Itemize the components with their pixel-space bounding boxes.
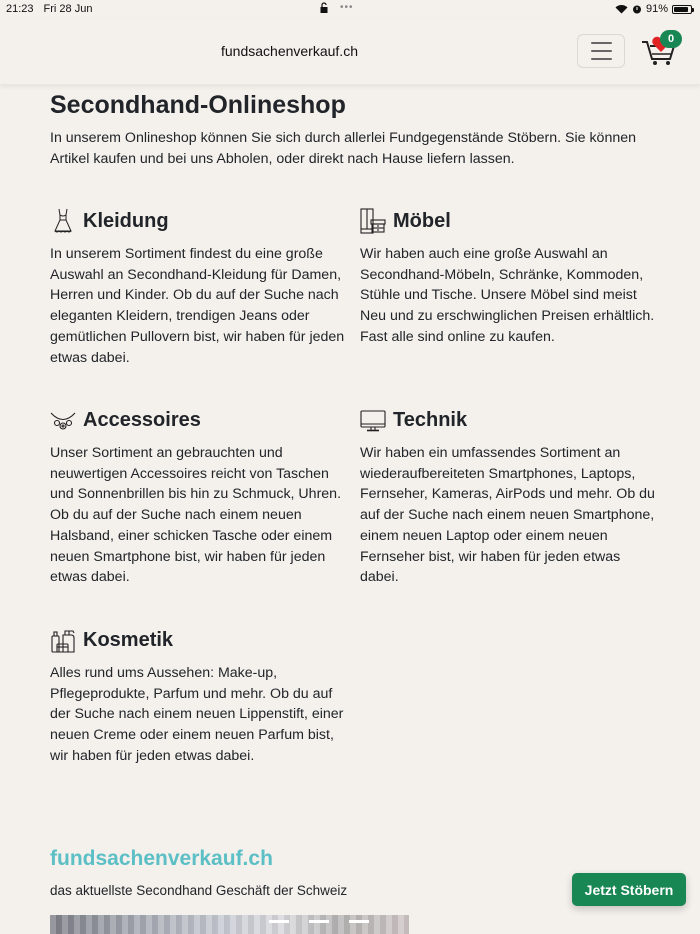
section-brand-heading: fundsachenverkauf.ch [50,847,273,870]
page-title: Secondhand-Onlineshop [50,91,346,119]
battery-percent: 91% [645,3,668,15]
menu-toggle-button[interactable] [577,34,625,68]
category-text: Wir haben auch eine große Auswahl an Secondhand-Möbeln, Schränke, Kommoden, Stühle und Tische. Unsere Möbel sind meist Neu und zu erschwinglichen Preisen erhältlich. Fast alle sind online zu kaufen. [360,246,655,345]
category-text: Wir haben ein umfassendes Sortiment an wiederaufbereiteten Smartphones, Laptops, Fernseher, Kameras, AirPods und mehr. Ob du auf der Suche nach einem neuen Smartphone, einem neuen Laptop oder einem neuen Fernseher bist, wir haben für jeden etwas dabei. [360,445,655,586]
category-text: In unserem Sortiment findest du eine große Auswahl an Secondhand-Kleidung für Damen, Herren und Kinder. Ob du auf der Suche nach eleganten Kleidern, trendigen Jeans oder gemütlichen Pullovern bist, wir haben für jeden etwas dabei. [50,246,345,366]
dress-icon [50,207,76,235]
category-title: Kosmetik [83,628,174,651]
category-text: Alles rund ums Aussehen: Make-up, Pflegeprodukte, Parfum und mehr. Ob du auf der Suche nach einem neuen Lippenstift, einer neuen Creme oder einem neuen Parfum bist, wir haben für jeden etwas dabei. [50,665,344,764]
necklace-icon [50,406,76,434]
category-kosmetik [50,625,345,767]
category-title: Möbel [393,209,451,232]
shop-interior-image [50,915,409,934]
alarm-icon [632,4,642,14]
hamburger-icon-bar [591,58,612,60]
hamburger-icon-bar [591,50,612,52]
category-accessoires [50,405,345,588]
browse-now-button[interactable]: Jetzt Stöbern [572,873,686,906]
category-title: Accessoires [83,408,201,431]
navbar-brand[interactable]: fundsachenverkauf.ch [221,43,358,59]
status-bar [0,0,700,18]
status-time: 21:23 [6,3,34,15]
monitor-icon [360,406,386,434]
category-title: Kleidung [83,209,169,232]
category-moebel [360,206,655,348]
section-tagline: das aktuellste Secondhand Geschäft der Schweiz [50,883,348,898]
battery-icon [672,5,692,14]
category-text: Unser Sortiment an gebrauchten und neuwertigen Accessoires reicht von Taschen und Sonnenbrillen bis hin zu Schmuck, Uhren. Ob du auf der Suche nach einem neuen Halsband, einer schicken Tasche oder einem neuen Smartphone bist, wir haben für jeden etwas dabei. [50,445,342,586]
cosmetics-icon [50,626,76,654]
hamburger-icon-bar [591,42,612,44]
status-date: Fri 28 Jun [43,3,93,15]
cart-count-badge: 0 [660,30,682,48]
intro-text: In unserem Onlineshop können Sie sich durch allerlei Fundgegenstände Stöbern. Sie können Artikel kaufen und bei uns Abholen, oder direkt nach Hause liefern lassen. [50,130,637,167]
category-kleidung [50,206,345,368]
category-title: Technik [393,408,468,431]
navbar [0,18,700,85]
wifi-icon [615,4,628,14]
multitask-dots[interactable]: ••• [340,2,354,13]
lock-icon [320,2,328,13]
furniture-icon [360,207,386,235]
category-technik [360,405,655,588]
